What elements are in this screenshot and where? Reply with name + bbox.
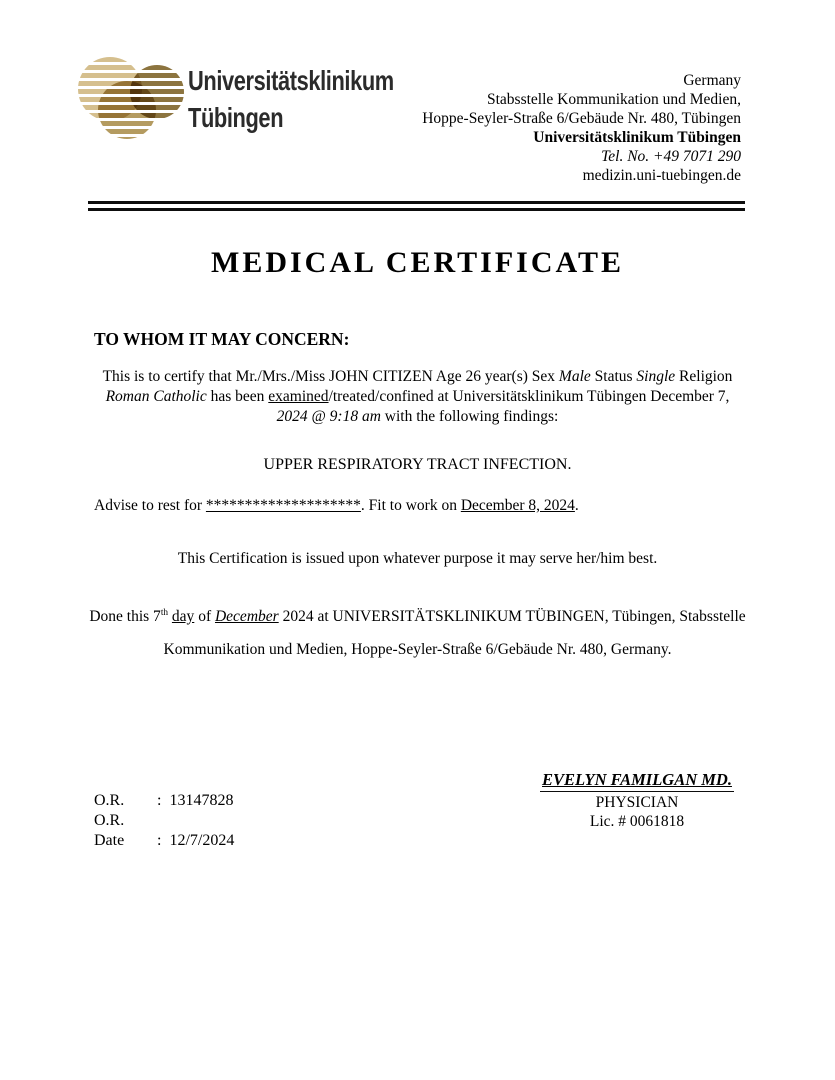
letterhead-phone: Tel. No. +49 7071 290 bbox=[601, 148, 741, 165]
logo-wordmark bbox=[188, 62, 394, 136]
advise-rest-line: Advise to rest for ********************. Fit to work on December 8, 2024. bbox=[94, 497, 579, 514]
logo-circle-mid bbox=[98, 81, 156, 139]
or-number-separator: : bbox=[157, 792, 162, 809]
physician-role: PHYSICIAN bbox=[595, 793, 679, 811]
or-date-separator: : bbox=[157, 832, 162, 849]
physician-name: EVELYN FAMILGAN MD. bbox=[540, 770, 734, 792]
letterhead-organization: Universitätsklinikum Tübingen bbox=[533, 129, 741, 146]
letterhead-contact-block bbox=[422, 71, 741, 185]
logo-wordmark-line1: Universitätsklinikum bbox=[188, 65, 394, 96]
letterhead-country: Germany bbox=[683, 72, 741, 89]
document-title: MEDICAL CERTIFICATE bbox=[211, 246, 624, 279]
letterhead-street-address: Hoppe-Seyler-Straße 6/Gebäude Nr. 480, Tübingen bbox=[422, 110, 741, 127]
or-block bbox=[94, 791, 234, 851]
done-date-paragraph: Done this 7th day of December 2024 at UNIVERSITÄTSKLINIKUM TÜBINGEN, Tübingen, Stabsstelle Kommunikation und Medien, Hoppe-Seyler-Straße 6/Gebäude Nr. 480, Germany. bbox=[89, 607, 746, 658]
or-number-row bbox=[94, 791, 234, 811]
letterhead-department: Stabsstelle Kommunikation und Medien, bbox=[486, 91, 741, 108]
physician-license: Lic. # 0061818 bbox=[589, 813, 685, 830]
physician-name-row bbox=[527, 770, 747, 793]
letterhead-website: medizin.uni-tuebingen.de bbox=[582, 167, 741, 184]
logo-wordmark-line2: Tübingen bbox=[188, 102, 284, 133]
certification-purpose-note: This Certification is issued upon whatever purpose it may serve her/him best. bbox=[177, 550, 658, 567]
or-number-label: O.R. bbox=[94, 792, 125, 809]
diagnosis-finding: UPPER RESPIRATORY TRACT INFECTION. bbox=[263, 456, 572, 473]
or-date-row bbox=[94, 811, 234, 851]
or-number-value: 13147828 bbox=[169, 792, 234, 809]
salutation: TO WHOM IT MAY CONCERN: bbox=[94, 329, 350, 349]
double-rule-divider bbox=[88, 201, 745, 211]
or-date-value: 12/7/2024 bbox=[169, 832, 235, 849]
or-date-label: O.R. Date bbox=[94, 812, 125, 849]
signature-block bbox=[527, 770, 747, 832]
hospital-logo-icon bbox=[78, 57, 184, 141]
certify-paragraph: This is to certify that Mr./Mrs./Miss JOHN CITIZEN Age 26 year(s) Sex Male Status Single Religion Roman Catholic has been examined/treated/confined at Universitätsklinikum Tübingen December 7, 2024 @ 9:18 am with the following findings: bbox=[102, 368, 733, 425]
